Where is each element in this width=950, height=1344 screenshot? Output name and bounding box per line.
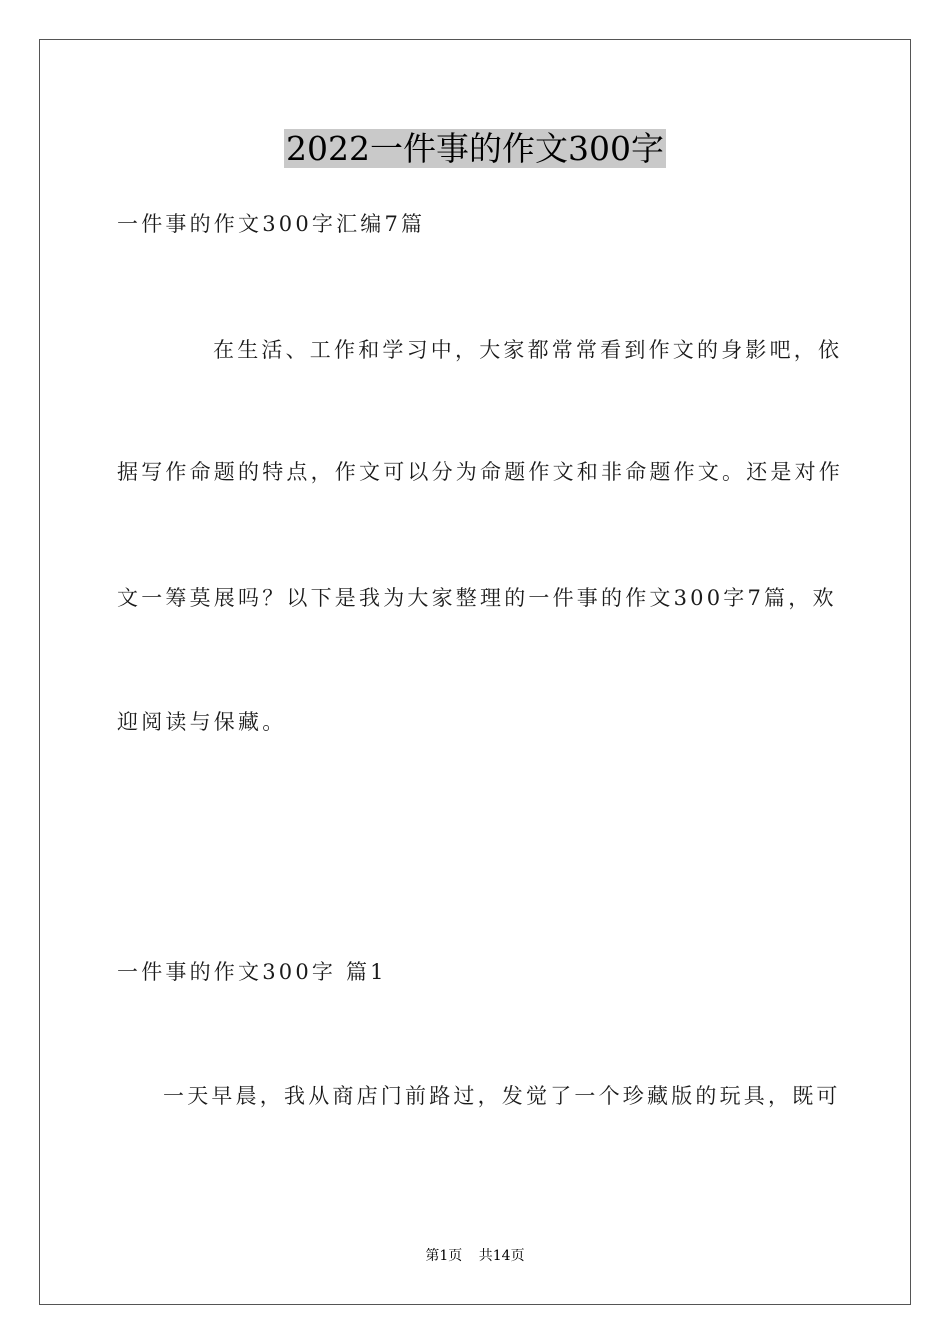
page-number-total: 共14页 xyxy=(478,1248,525,1264)
page-number-current: 第1页 xyxy=(425,1248,463,1264)
page-footer xyxy=(0,1246,950,1266)
intro-line-4: 迎阅读与保藏。 xyxy=(117,710,287,734)
intro-line-2: 据写作命题的特点，作文可以分为命题作文和非命题作文。还是对作 xyxy=(117,460,843,484)
intro-line-1: 在生活、工作和学习中，大家都常常看到作文的身影吧，依 xyxy=(213,338,843,362)
document-subtitle: 一件事的作文300字汇编7篇 xyxy=(117,212,426,236)
document-title-text: 2022一件事的作文300字 xyxy=(286,129,664,168)
intro-line-3: 文一筹莫展吗？以下是我为大家整理的一件事的作文300字7篇，欢 xyxy=(117,586,837,610)
section-heading: 一件事的作文300字 篇1 xyxy=(117,960,387,984)
section-line-1: 一天早晨，我从商店门前路过，发觉了一个珍藏版的玩具，既可 xyxy=(163,1084,841,1108)
document-title xyxy=(0,126,950,172)
